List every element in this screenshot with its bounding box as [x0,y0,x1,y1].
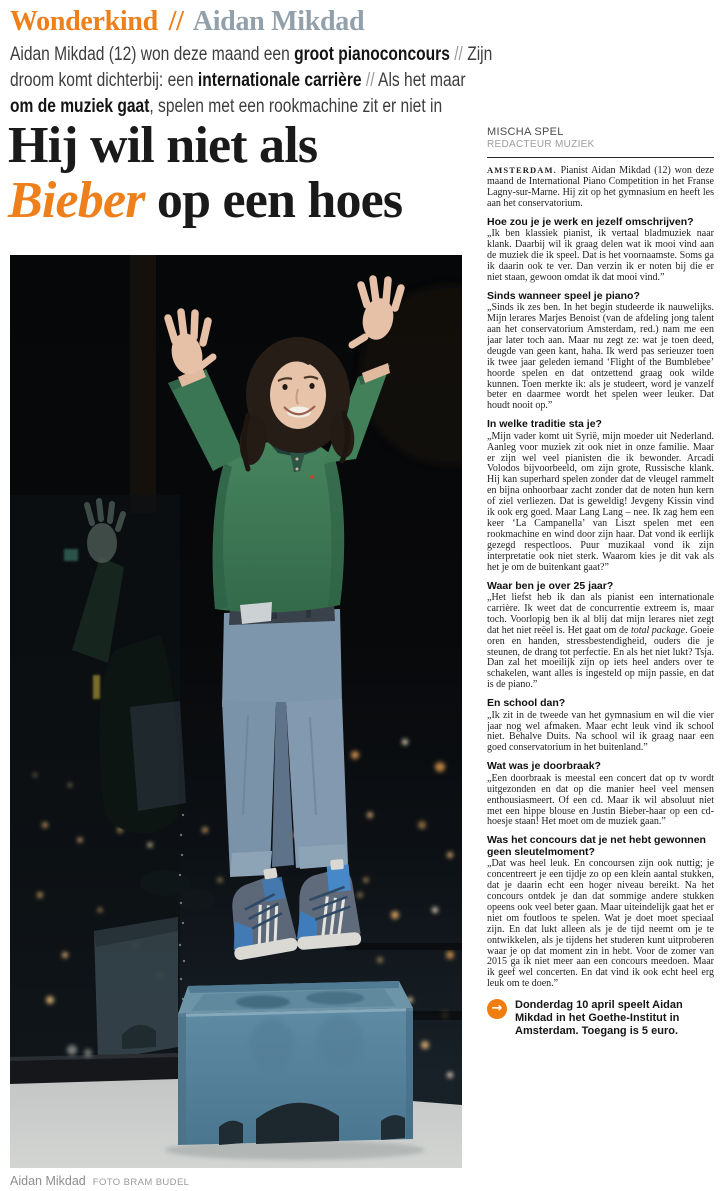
question-heading: Was het concours dat je net hebt gewonnen geen sleutelmoment? [487,834,706,858]
answer-paragraph: „Ik ben klassiek pianist, ik vertaal bladmuziek naar klank. Daarbij wil ik graag delen wat ik mooi vind aan de muziek die ik speel. Dat is het voornaamste. Soms ga ik daarin ook te ver. Dan verzin ik er noten bij die er niet staan, gewoon omdat ik dat mooi vind.” [487,228,714,283]
kicker [10,6,364,38]
answer-paragraph [487,593,714,691]
floor-bokeh [84,1049,92,1057]
standfirst-bold: om de muziek gaat [10,96,150,117]
question-heading: In welke traditie sta je? [487,418,602,431]
answer-italic: total package [630,624,686,636]
caption-name: Aidan Mikdad [10,1174,86,1188]
intro-text: Pianist Aidan Mikdad (12) won deze maand de International Piano Competition in het Franse Lagny-sur-Marne. Hij zit op het gymnasium en heeft les aan het conservatorium. [487,165,714,209]
question-heading: Sinds wanneer speel je piano? [487,289,640,302]
author-role: REDACTEUR MUZIEK [487,139,595,150]
standfirst [10,42,598,120]
headline-accent: Bieber [8,172,145,229]
standfirst-text: Zijn [467,44,493,65]
headline-line-2: op een hoes [144,172,403,229]
standfirst-bold: groot pianoconcours [294,44,450,65]
window-pillar [130,255,156,513]
article-column [487,126,714,1188]
event-text: Donderdag 10 april speelt Aidan Mikdad in het Goethe-Institut in Amsterdam. Toegang is 5 euro. [515,999,683,1038]
floor-bokeh [67,1045,77,1055]
blue-box [178,981,413,1145]
byline [487,126,714,158]
kicker-separator: // [168,6,184,37]
standfirst-text: Aidan Mikdad (12) won deze maand een [10,44,295,65]
page-title [8,118,402,228]
answer-paragraph: „Mijn vader komt uit Syrië, mijn moeder uit Nederland. Aanleg voor muziek zit ook niet in onze familie. Maar er zijn wel veel pianisten die ik bewonder. Arcadi Volodos bijvoorbeeld, om zijn grote, Russische klank. Hij kan superhard spelen zonder dat de vleugel rammelt en bijna onhoorbaar zacht zonder dat de noten hun kern of ziel verliezen. Dat is geweldig! Jevgeny Kissin vind ik ook erg goed. Maar Lang Lang – nee. Ik zag hem een keer ‘La Campanella’ van Liszt spelen met een rookmachine en wind door zijn haar. Dat vond ik eerlijk gezegd respectloos. Puur muzikaal vond ik zijn interpretatie ook niet sterk. Waarom kies je dit vak als het je om de buitenkant gaat?” [487,430,714,573]
question-heading: En school dan? [487,697,566,710]
intro-paragraph [487,165,714,210]
photo-illustration [10,255,462,1168]
standfirst-text: Als het maar [378,70,466,91]
question-heading: Wat was je doorbraak? [487,760,601,773]
answer-paragraph: „Ik zit in de tweede van het gymnasium en wil die vier jaar nog wel afmaken. Maar echt leuk vind ik school niet. Behalve Duits. Na school wil ik graag naar een goed conservatorium in het buitenland.” [487,709,714,754]
answer-text: . Goeie oren en handen, stressbestendigheid, ouders die je steunen, de drang tot perfectie. En als het niet lukt? Tsja. Dan zal het moeilijk zijn op iets heel anders over te schakelen, want alles is ingesteld op mijn passie, en dat is de piano.” [487,624,714,691]
kicker-title: Wonderkind [10,6,158,37]
standfirst-line-1 [10,42,492,68]
answer-paragraph: „Dat was heel leuk. En concoursen zijn ook nuttig; je concentreert je een tijdje zo op een klein aantal stukken, dat je daarin echt een hoger niveau bereikt. Na het concours ontdek je dan dat sommige andere stukken opeens ook veel beter gaan. Maar uiteindelijk gaat het er niet om foutloos te spelen. Wat je doet moet speciaal zijn. En dat lukt alleen als je de tijd neemt om je te ontwikkelen, als je tijdens het studeren kunt uitproberen waar je op dat moment zin in hebt. Voor de zomer van 2015 ga ik niet meer aan een concours meedoen. Maar ik geef wel concerten. En dat vind ik ook echt heel erg leuk om te doen.” [487,858,714,990]
article-body [487,165,714,990]
standfirst-line-2 [10,68,492,94]
standfirst-text: droom komt dichterbij: een [10,70,198,91]
dateline: AMSTERDAM. [487,165,557,175]
question-heading: Waar ben je over 25 jaar? [487,579,614,592]
kicker-name: Aidan Mikdad [192,6,365,37]
polo-logo [310,475,314,479]
slash-separator: // [361,70,379,91]
answer-paragraph: „Een doorbraak is meestal een concert dat op tv wordt uitgezonden en dat op die manier heel veel mensen enthousiasmeert. Of een cd. Maar ik wil absoluut niet met een hippe blouse en Justin Bieber-haar op een cd-hoesje staan! Het moet om de muziek gaan.” [487,772,714,828]
answer-paragraph: „Sinds ik zes ben. In het begin studeerde ik nauwelijks. Mijn lerares Marjes Benoist (van de afdeling jong talent aan het conservatorium Amsterdam, red.) nam me een jaar later toch aan. Maar nu zegt ze: wat je toen deed, deugde van geen kant, haha. Ik werd pas serieuzer toen ik twee jaar geleden iemand ‘Flight of the Bumblebee’ hoorde spelen en dat ontzettend graag ook wilde kunnen. Toen merkte ik: als je studeert, word je vanzelf beter en daarmee wordt het spelen weer leuker. Dat houdt nooit op.” [487,302,714,412]
headline-line-1: Hij wil niet als [8,117,318,174]
standfirst-bold: internationale carrière [197,70,362,91]
caption-credit: FOTO BRAM BUDEL [92,1177,190,1188]
arrow-right-icon: → [487,999,507,1019]
slash-separator: // [449,44,468,65]
author-name: MISCHA SPEL [487,126,564,138]
answer-text: „Het liefst heb ik dan als pianist een internationale carrière. Ik weet dat de concurrentie extreem is, maar toch. Voorlopig ben ik al blij dat mijn lerares niet zegt dat het niet reëel is. Het gaat om de [487,592,714,636]
teal-light [64,549,78,561]
article-photo [10,255,462,1168]
photo-caption [10,1172,189,1190]
yellow-light [93,675,100,699]
standfirst-text: , spelen met een rookmachine zit er niet in [149,96,443,117]
window-mullion [345,943,462,950]
event-note [487,999,714,1038]
question-heading: Hoe zou je je werk en jezelf omschrijven? [487,215,694,228]
